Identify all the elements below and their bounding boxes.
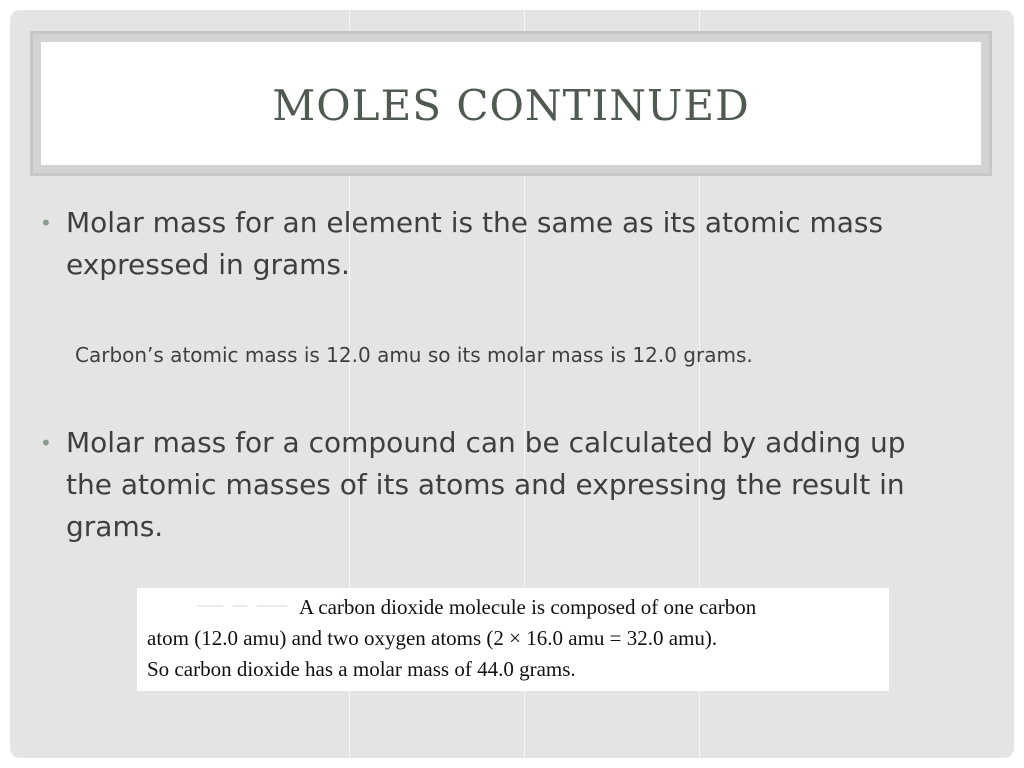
bullet-text: Molar mass for a compound can be calculated by adding up the atomic masses of its atoms and expressing the result in grams.: [66, 426, 906, 543]
title-frame: [30, 31, 992, 176]
bullet-dot-icon: •: [40, 431, 52, 455]
bullet-dot-icon: •: [40, 211, 52, 235]
excerpt-line: A carbon dioxide molecule is composed of one carbon: [299, 595, 757, 619]
carbon-note: Carbon’s atomic mass is 12.0 amu so its molar mass is 12.0 grams.: [75, 343, 753, 367]
faded-mark: [197, 594, 297, 618]
bullet-text: Molar mass for an element is the same as its atomic mass expressed in grams.: [66, 206, 884, 281]
excerpt-line: atom (12.0 amu) and two oxygen atoms (2 × 16.0 amu = 32.0 amu).: [147, 626, 718, 650]
excerpt-line: So carbon dioxide has a molar mass of 44.0 grams.: [147, 657, 576, 681]
slide: [10, 10, 1014, 758]
bullet-item-1: [40, 202, 920, 286]
textbook-excerpt-image: [137, 588, 889, 691]
bullet-item-2: [40, 422, 920, 548]
title-box: [41, 42, 981, 165]
slide-title: MOLES CONTINUED: [272, 80, 750, 130]
